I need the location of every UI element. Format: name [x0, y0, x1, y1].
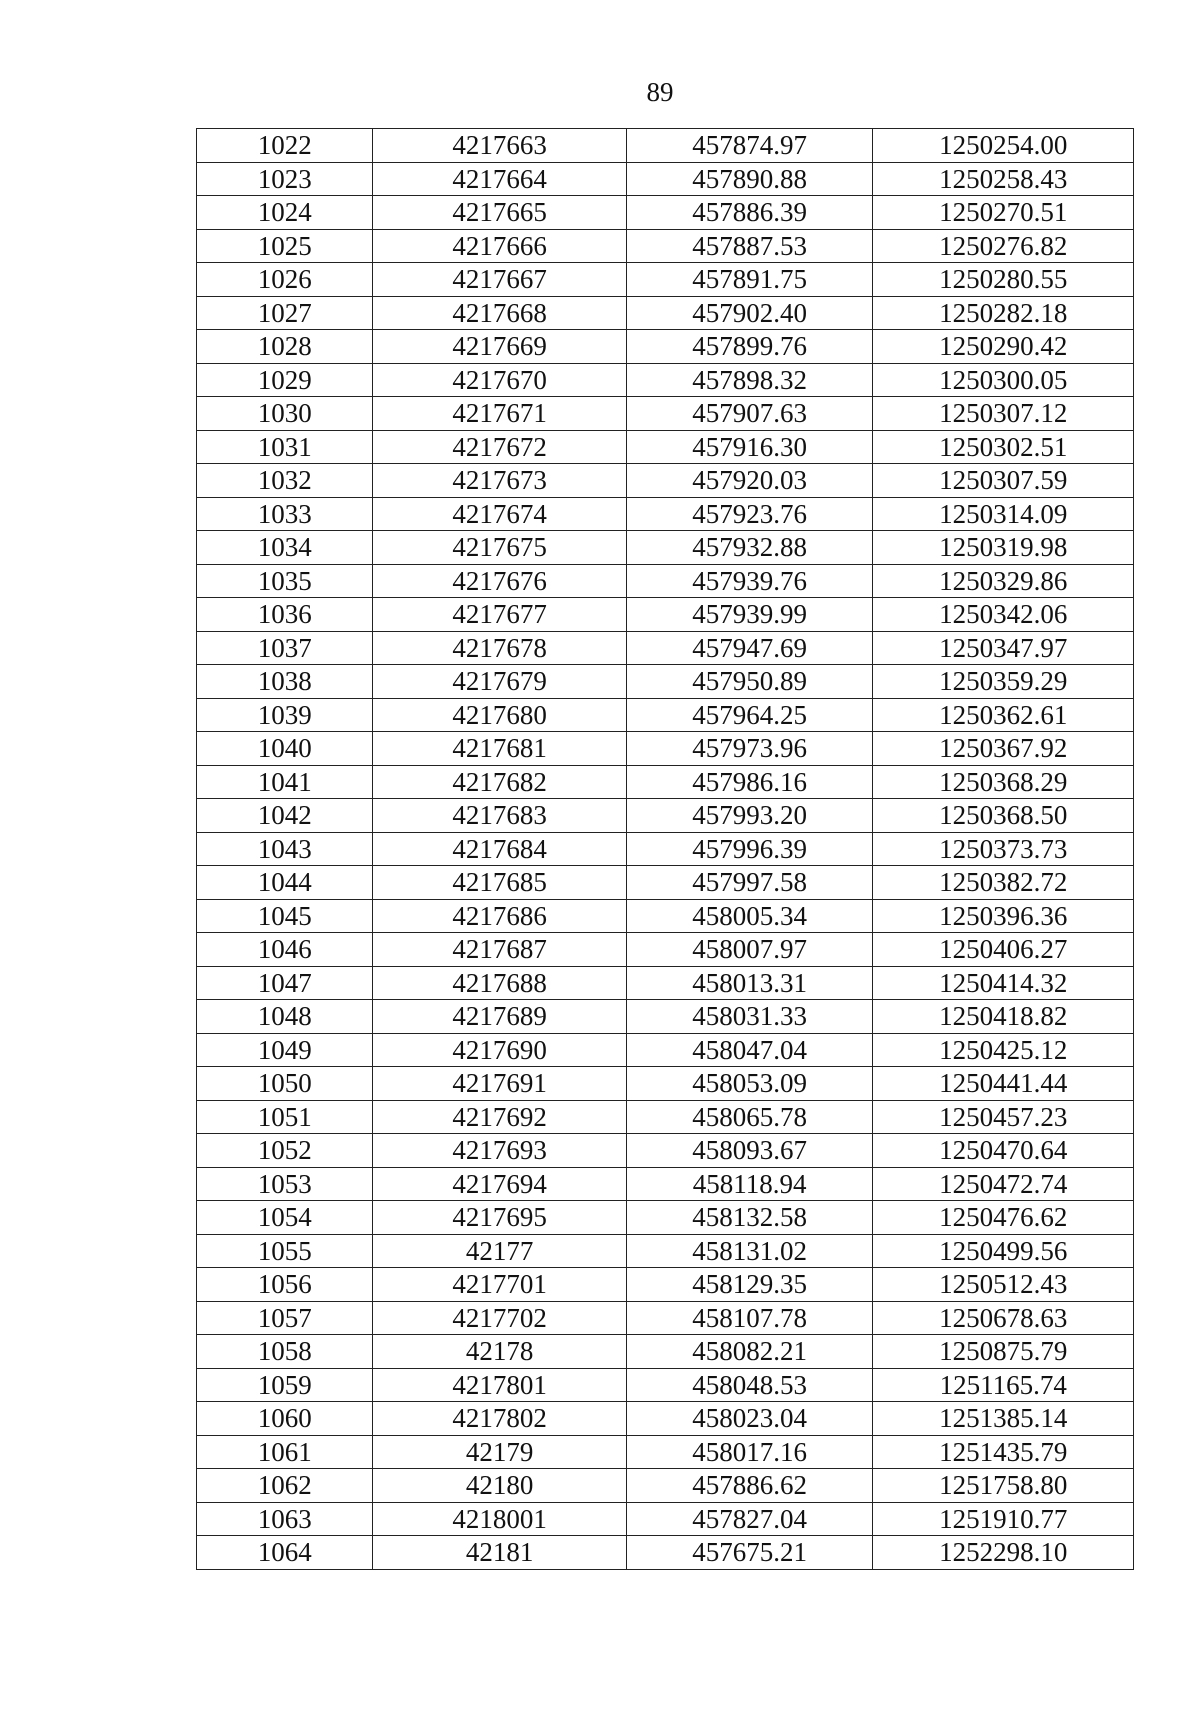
x-coordinate-cell: 457827.04	[626, 1502, 873, 1536]
point-id-cell: 4217684	[373, 832, 627, 866]
coordinates-table-body	[197, 129, 1134, 1570]
x-coordinate-cell: 458132.58	[626, 1201, 873, 1235]
point-id-cell: 4217665	[373, 196, 627, 230]
point-number-cell: 1027	[197, 296, 373, 330]
point-id-cell: 4217802	[373, 1402, 627, 1436]
x-coordinate-cell: 458048.53	[626, 1368, 873, 1402]
point-number-cell: 1029	[197, 363, 373, 397]
y-coordinate-cell: 1250414.32	[873, 966, 1134, 1000]
y-coordinate-cell: 1250373.73	[873, 832, 1134, 866]
point-number-cell: 1026	[197, 263, 373, 297]
point-number-cell: 1039	[197, 698, 373, 732]
point-id-cell: 4217694	[373, 1167, 627, 1201]
point-id-cell: 4217672	[373, 430, 627, 464]
y-coordinate-cell: 1250678.63	[873, 1301, 1134, 1335]
point-number-cell: 1047	[197, 966, 373, 1000]
y-coordinate-cell: 1250362.61	[873, 698, 1134, 732]
table-row	[197, 1335, 1134, 1369]
table-row	[197, 196, 1134, 230]
y-coordinate-cell: 1250270.51	[873, 196, 1134, 230]
y-coordinate-cell: 1250875.79	[873, 1335, 1134, 1369]
x-coordinate-cell: 457939.76	[626, 564, 873, 598]
x-coordinate-cell: 457920.03	[626, 464, 873, 498]
table-row	[197, 1435, 1134, 1469]
point-number-cell: 1061	[197, 1435, 373, 1469]
x-coordinate-cell: 458007.97	[626, 933, 873, 967]
point-number-cell: 1063	[197, 1502, 373, 1536]
point-id-cell: 4218001	[373, 1502, 627, 1536]
y-coordinate-cell: 1250457.23	[873, 1100, 1134, 1134]
x-coordinate-cell: 457902.40	[626, 296, 873, 330]
y-coordinate-cell: 1250470.64	[873, 1134, 1134, 1168]
point-id-cell: 42179	[373, 1435, 627, 1469]
x-coordinate-cell: 457898.32	[626, 363, 873, 397]
y-coordinate-cell: 1250258.43	[873, 162, 1134, 196]
table-row	[197, 263, 1134, 297]
table-row	[197, 397, 1134, 431]
point-number-cell: 1031	[197, 430, 373, 464]
point-number-cell: 1041	[197, 765, 373, 799]
table-row	[197, 1368, 1134, 1402]
point-number-cell: 1045	[197, 899, 373, 933]
point-number-cell: 1036	[197, 598, 373, 632]
x-coordinate-cell: 457950.89	[626, 665, 873, 699]
table-row	[197, 1100, 1134, 1134]
table-row	[197, 1402, 1134, 1436]
point-id-cell: 4217663	[373, 129, 627, 163]
y-coordinate-cell: 1250282.18	[873, 296, 1134, 330]
table-row	[197, 129, 1134, 163]
point-id-cell: 4217671	[373, 397, 627, 431]
y-coordinate-cell: 1250307.59	[873, 464, 1134, 498]
table-row	[197, 1067, 1134, 1101]
point-id-cell: 4217666	[373, 229, 627, 263]
point-number-cell: 1040	[197, 732, 373, 766]
table-row	[197, 162, 1134, 196]
y-coordinate-cell: 1250319.98	[873, 531, 1134, 565]
point-number-cell: 1023	[197, 162, 373, 196]
table-row	[197, 497, 1134, 531]
point-id-cell: 4217687	[373, 933, 627, 967]
table-row	[197, 665, 1134, 699]
point-number-cell: 1053	[197, 1167, 373, 1201]
table-row	[197, 1469, 1134, 1503]
y-coordinate-cell: 1250476.62	[873, 1201, 1134, 1235]
point-number-cell: 1051	[197, 1100, 373, 1134]
point-number-cell: 1042	[197, 799, 373, 833]
y-coordinate-cell: 1251435.79	[873, 1435, 1134, 1469]
point-id-cell: 4217691	[373, 1067, 627, 1101]
x-coordinate-cell: 458005.34	[626, 899, 873, 933]
x-coordinate-cell: 458023.04	[626, 1402, 873, 1436]
x-coordinate-cell: 457947.69	[626, 631, 873, 665]
point-id-cell: 4217685	[373, 866, 627, 900]
point-number-cell: 1064	[197, 1536, 373, 1570]
x-coordinate-cell: 457886.62	[626, 1469, 873, 1503]
point-number-cell: 1032	[197, 464, 373, 498]
y-coordinate-cell: 1250329.86	[873, 564, 1134, 598]
y-coordinate-cell: 1250406.27	[873, 933, 1134, 967]
y-coordinate-cell: 1250425.12	[873, 1033, 1134, 1067]
y-coordinate-cell: 1251910.77	[873, 1502, 1134, 1536]
table-row	[197, 1000, 1134, 1034]
point-id-cell: 4217702	[373, 1301, 627, 1335]
table-row	[197, 866, 1134, 900]
x-coordinate-cell: 458017.16	[626, 1435, 873, 1469]
x-coordinate-cell: 457891.75	[626, 263, 873, 297]
table-row	[197, 1502, 1134, 1536]
point-id-cell: 4217675	[373, 531, 627, 565]
point-number-cell: 1034	[197, 531, 373, 565]
x-coordinate-cell: 457874.97	[626, 129, 873, 163]
y-coordinate-cell: 1251385.14	[873, 1402, 1134, 1436]
point-number-cell: 1044	[197, 866, 373, 900]
point-id-cell: 4217701	[373, 1268, 627, 1302]
point-id-cell: 4217669	[373, 330, 627, 364]
table-row	[197, 1167, 1134, 1201]
point-number-cell: 1059	[197, 1368, 373, 1402]
point-id-cell: 4217801	[373, 1368, 627, 1402]
point-id-cell: 4217664	[373, 162, 627, 196]
point-id-cell: 4217682	[373, 765, 627, 799]
point-number-cell: 1048	[197, 1000, 373, 1034]
point-id-cell: 4217690	[373, 1033, 627, 1067]
table-row	[197, 330, 1134, 364]
x-coordinate-cell: 457887.53	[626, 229, 873, 263]
point-number-cell: 1043	[197, 832, 373, 866]
point-id-cell: 4217689	[373, 1000, 627, 1034]
point-number-cell: 1055	[197, 1234, 373, 1268]
x-coordinate-cell: 457923.76	[626, 497, 873, 531]
point-id-cell: 4217667	[373, 263, 627, 297]
table-row	[197, 464, 1134, 498]
point-number-cell: 1054	[197, 1201, 373, 1235]
y-coordinate-cell: 1250290.42	[873, 330, 1134, 364]
page-number: 89	[646, 77, 674, 107]
table-row	[197, 1536, 1134, 1570]
y-coordinate-cell: 1250472.74	[873, 1167, 1134, 1201]
point-number-cell: 1025	[197, 229, 373, 263]
point-id-cell: 4217676	[373, 564, 627, 598]
point-number-cell: 1033	[197, 497, 373, 531]
point-id-cell: 4217683	[373, 799, 627, 833]
table-row	[197, 899, 1134, 933]
y-coordinate-cell: 1250512.43	[873, 1268, 1134, 1302]
table-row	[197, 732, 1134, 766]
y-coordinate-cell: 1250368.50	[873, 799, 1134, 833]
point-id-cell: 42178	[373, 1335, 627, 1369]
table-row	[197, 631, 1134, 665]
y-coordinate-cell: 1252298.10	[873, 1536, 1134, 1570]
x-coordinate-cell: 458053.09	[626, 1067, 873, 1101]
y-coordinate-cell: 1250314.09	[873, 497, 1134, 531]
point-id-cell: 4217677	[373, 598, 627, 632]
x-coordinate-cell: 458082.21	[626, 1335, 873, 1369]
table-row	[197, 1268, 1134, 1302]
x-coordinate-cell: 458065.78	[626, 1100, 873, 1134]
y-coordinate-cell: 1251758.80	[873, 1469, 1134, 1503]
point-number-cell: 1062	[197, 1469, 373, 1503]
point-number-cell: 1022	[197, 129, 373, 163]
table-row	[197, 1033, 1134, 1067]
table-row	[197, 1301, 1134, 1335]
x-coordinate-cell: 457916.30	[626, 430, 873, 464]
x-coordinate-cell: 458013.31	[626, 966, 873, 1000]
y-coordinate-cell: 1250300.05	[873, 363, 1134, 397]
point-number-cell: 1049	[197, 1033, 373, 1067]
table-row	[197, 799, 1134, 833]
table-row	[197, 1201, 1134, 1235]
point-id-cell: 42181	[373, 1536, 627, 1570]
x-coordinate-cell: 458107.78	[626, 1301, 873, 1335]
y-coordinate-cell: 1250396.36	[873, 899, 1134, 933]
table-row	[197, 296, 1134, 330]
point-id-cell: 4217693	[373, 1134, 627, 1168]
y-coordinate-cell: 1250307.12	[873, 397, 1134, 431]
table-row	[197, 933, 1134, 967]
table-row	[197, 1234, 1134, 1268]
table-row	[197, 832, 1134, 866]
point-id-cell: 4217692	[373, 1100, 627, 1134]
point-id-cell: 4217688	[373, 966, 627, 1000]
x-coordinate-cell: 458129.35	[626, 1268, 873, 1302]
y-coordinate-cell: 1250302.51	[873, 430, 1134, 464]
x-coordinate-cell: 457973.96	[626, 732, 873, 766]
x-coordinate-cell: 457993.20	[626, 799, 873, 833]
coordinates-table	[196, 128, 1134, 1570]
y-coordinate-cell: 1250418.82	[873, 1000, 1134, 1034]
point-id-cell: 4217670	[373, 363, 627, 397]
x-coordinate-cell: 457932.88	[626, 531, 873, 565]
point-number-cell: 1024	[197, 196, 373, 230]
point-number-cell: 1056	[197, 1268, 373, 1302]
table-row	[197, 363, 1134, 397]
y-coordinate-cell: 1250441.44	[873, 1067, 1134, 1101]
x-coordinate-cell: 457907.63	[626, 397, 873, 431]
table-row	[197, 229, 1134, 263]
y-coordinate-cell: 1250382.72	[873, 866, 1134, 900]
point-id-cell: 4217681	[373, 732, 627, 766]
point-id-cell: 42180	[373, 1469, 627, 1503]
table-row	[197, 531, 1134, 565]
x-coordinate-cell: 457886.39	[626, 196, 873, 230]
x-coordinate-cell: 457899.76	[626, 330, 873, 364]
point-id-cell: 4217680	[373, 698, 627, 732]
y-coordinate-cell: 1250367.92	[873, 732, 1134, 766]
y-coordinate-cell: 1250342.06	[873, 598, 1134, 632]
point-number-cell: 1028	[197, 330, 373, 364]
y-coordinate-cell: 1250368.29	[873, 765, 1134, 799]
x-coordinate-cell: 458031.33	[626, 1000, 873, 1034]
x-coordinate-cell: 457964.25	[626, 698, 873, 732]
point-number-cell: 1046	[197, 933, 373, 967]
table-row	[197, 598, 1134, 632]
point-id-cell: 42177	[373, 1234, 627, 1268]
y-coordinate-cell: 1250359.29	[873, 665, 1134, 699]
x-coordinate-cell: 457997.58	[626, 866, 873, 900]
point-id-cell: 4217678	[373, 631, 627, 665]
y-coordinate-cell: 1250254.00	[873, 129, 1134, 163]
y-coordinate-cell: 1250280.55	[873, 263, 1134, 297]
x-coordinate-cell: 458131.02	[626, 1234, 873, 1268]
y-coordinate-cell: 1250347.97	[873, 631, 1134, 665]
x-coordinate-cell: 457996.39	[626, 832, 873, 866]
point-number-cell: 1057	[197, 1301, 373, 1335]
table-row	[197, 765, 1134, 799]
x-coordinate-cell: 458093.67	[626, 1134, 873, 1168]
x-coordinate-cell: 457890.88	[626, 162, 873, 196]
point-number-cell: 1050	[197, 1067, 373, 1101]
point-id-cell: 4217686	[373, 899, 627, 933]
table-row	[197, 966, 1134, 1000]
point-number-cell: 1038	[197, 665, 373, 699]
point-id-cell: 4217668	[373, 296, 627, 330]
y-coordinate-cell: 1250276.82	[873, 229, 1134, 263]
x-coordinate-cell: 457675.21	[626, 1536, 873, 1570]
point-id-cell: 4217673	[373, 464, 627, 498]
point-id-cell: 4217674	[373, 497, 627, 531]
x-coordinate-cell: 458118.94	[626, 1167, 873, 1201]
x-coordinate-cell: 458047.04	[626, 1033, 873, 1067]
table-row	[197, 698, 1134, 732]
point-number-cell: 1037	[197, 631, 373, 665]
y-coordinate-cell: 1250499.56	[873, 1234, 1134, 1268]
point-id-cell: 4217695	[373, 1201, 627, 1235]
table-row	[197, 1134, 1134, 1168]
x-coordinate-cell: 457986.16	[626, 765, 873, 799]
y-coordinate-cell: 1251165.74	[873, 1368, 1134, 1402]
x-coordinate-cell: 457939.99	[626, 598, 873, 632]
point-id-cell: 4217679	[373, 665, 627, 699]
point-number-cell: 1052	[197, 1134, 373, 1168]
table-row	[197, 430, 1134, 464]
point-number-cell: 1035	[197, 564, 373, 598]
point-number-cell: 1030	[197, 397, 373, 431]
point-number-cell: 1060	[197, 1402, 373, 1436]
point-number-cell: 1058	[197, 1335, 373, 1369]
table-row	[197, 564, 1134, 598]
